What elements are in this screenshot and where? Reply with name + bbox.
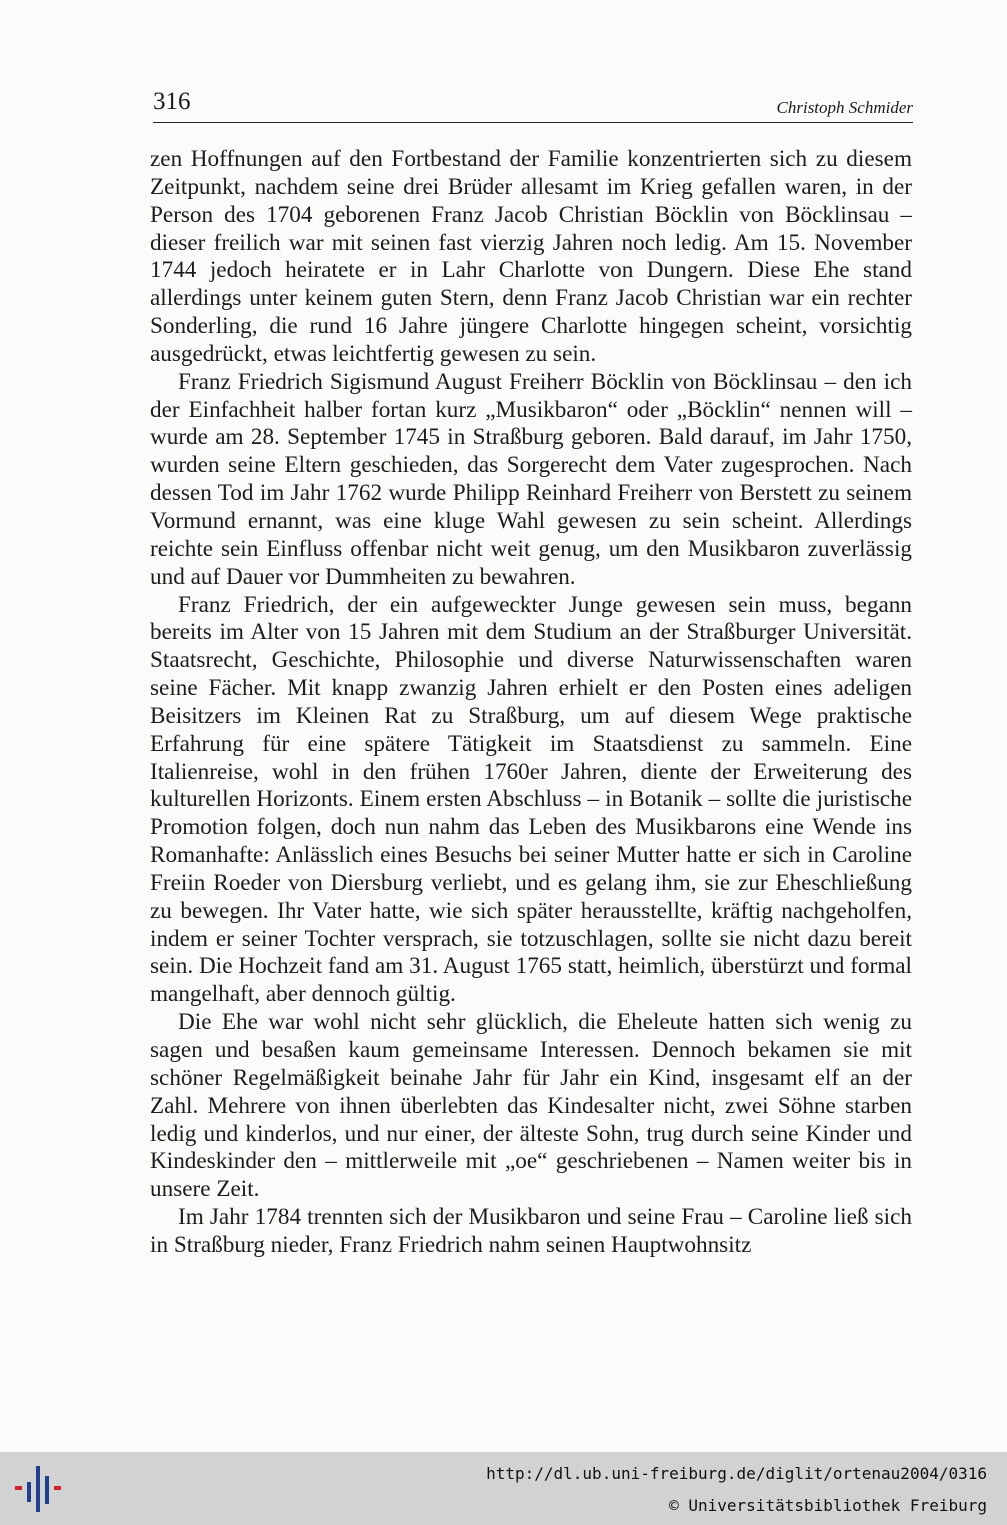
paragraph-1: zen Hoffnungen auf den Fortbestand der Familie konzentrierten sich zu diesem Zeitpunkt, nachdem seine drei Brüder allesamt im Krieg gefallen waren, in der Person des 1704 geborenen Franz Jacob Christian Böcklin von Böcklinsau – dieser freilich war mit seinen fast vierzig Jahren noch ledig. Am 15. November 1744 jedoch heiratete er in Lahr Charlotte von Dungern. Diese Ehe stand allerdings unter keinem guten Stern, denn Franz Jacob Christian war ein rechter Sonderling, die rund 16 Jahre jüngere Charlotte hingegen scheint, vorsichtig ausgedrückt, etwas leichtfertig gewesen zu sein. bbox=[150, 146, 912, 367]
ub-freiburg-logo-icon[interactable] bbox=[14, 1464, 62, 1514]
paragraph-2: Franz Friedrich Sigismund August Freiherr Böcklin von Böcklinsau – den ich der Einfachheit halber fortan kurz „Musikbaron“ oder „Böcklin“ nennen will – wurde am 28. September 1745 in Straßburg geboren. Bald darauf, im Jahr 1750, wurden seine Eltern geschieden, das Sorgerecht dem Vater zugesprochen. Nach dessen Tod im Jahr 1762 wurde Philipp Reinhard Freiherr von Berstett zu seinem Vormund ernannt, was eine kluge Wahl gewesen zu sein scheint. Allerdings reichte sein Einfluss offenbar nicht weit genug, um den Musikbaron zuverlässig und auf Dauer vor Dummheiten zu bewahren. bbox=[150, 368, 912, 590]
copyright-text: © Universitätsbibliothek Freiburg bbox=[669, 1496, 987, 1515]
paragraph-3: Franz Friedrich, der ein aufgeweckter Junge gewesen sein muss, begann bereits im Alter von 15 Jahren mit dem Studium an der Straßburger Universität. Staatsrecht, Geschichte, Philosophie und diverse Naturwissenschaften waren seine Fächer. Mit knapp zwanzig Jahren erhielt er den Posten eines adeligen Beisitzers im Kleinen Rat zu Straßburg, um auf diesem Wege praktische Erfahrung für eine spätere Tätigkeit im Staatsdienst zu sammeln. Eine Italienreise, wohl in den frühen 1760er Jahren, diente der Erweiterung des kulturellen Horizonts. Einem ersten Abschluss – in Botanik – sollte die juristische Promotion folgen, doch nun nahm das Leben des Musikbarons eine Wende ins Romanhafte: Anlässlich eines Besuchs bei seiner Mutter hatte er sich in Caroline Freiin Roeder von Diersburg verliebt, und es gelang ihm, sie zur Eheschließung zu bewegen. Ihr Vater hatte, wie sich später herausstellte, kräftig nachgeholfen, indem er seiner Tochter versprach, sie totzuschlagen, sollte sie nicht dazu bereit sein. Die Hochzeit fand am 31. August 1765 statt, heimlich, überstürzt und formal mangelhaft, aber dennoch gültig. bbox=[150, 591, 912, 1008]
footer-bar bbox=[0, 1452, 1007, 1525]
page-number: 316 bbox=[153, 88, 191, 115]
body-text bbox=[150, 146, 912, 1260]
page-header bbox=[153, 88, 913, 123]
source-url-link[interactable]: http://dl.ub.uni-freiburg.de/diglit/ortenau2004/0316 bbox=[486, 1464, 987, 1483]
paragraph-5: Im Jahr 1784 trennten sich der Musikbaron und seine Frau – Caroline ließ sich in Straßburg nieder, Franz Friedrich nahm seinen Hauptwohnsitz bbox=[150, 1204, 912, 1258]
running-head: Christoph Schmider bbox=[776, 98, 913, 117]
paragraph-4: Die Ehe war wohl nicht sehr glücklich, die Eheleute hatten sich wenig zu sagen und besaßen kaum gemeinsame Interessen. Dennoch bekamen sie mit schöner Regelmäßigkeit beinahe Jahr für Jahr ein Kind, insgesamt elf an der Zahl. Mehrere von ihnen überlebten das Kindesalter nicht, zwei Söhne starben ledig und kinderlos, und nur einer, der älteste Sohn, trug durch seine Kinder und Kindeskinder den – mittlerweile mit „oe“ geschriebenen – Namen weiter bis in unsere Zeit. bbox=[150, 1009, 912, 1203]
